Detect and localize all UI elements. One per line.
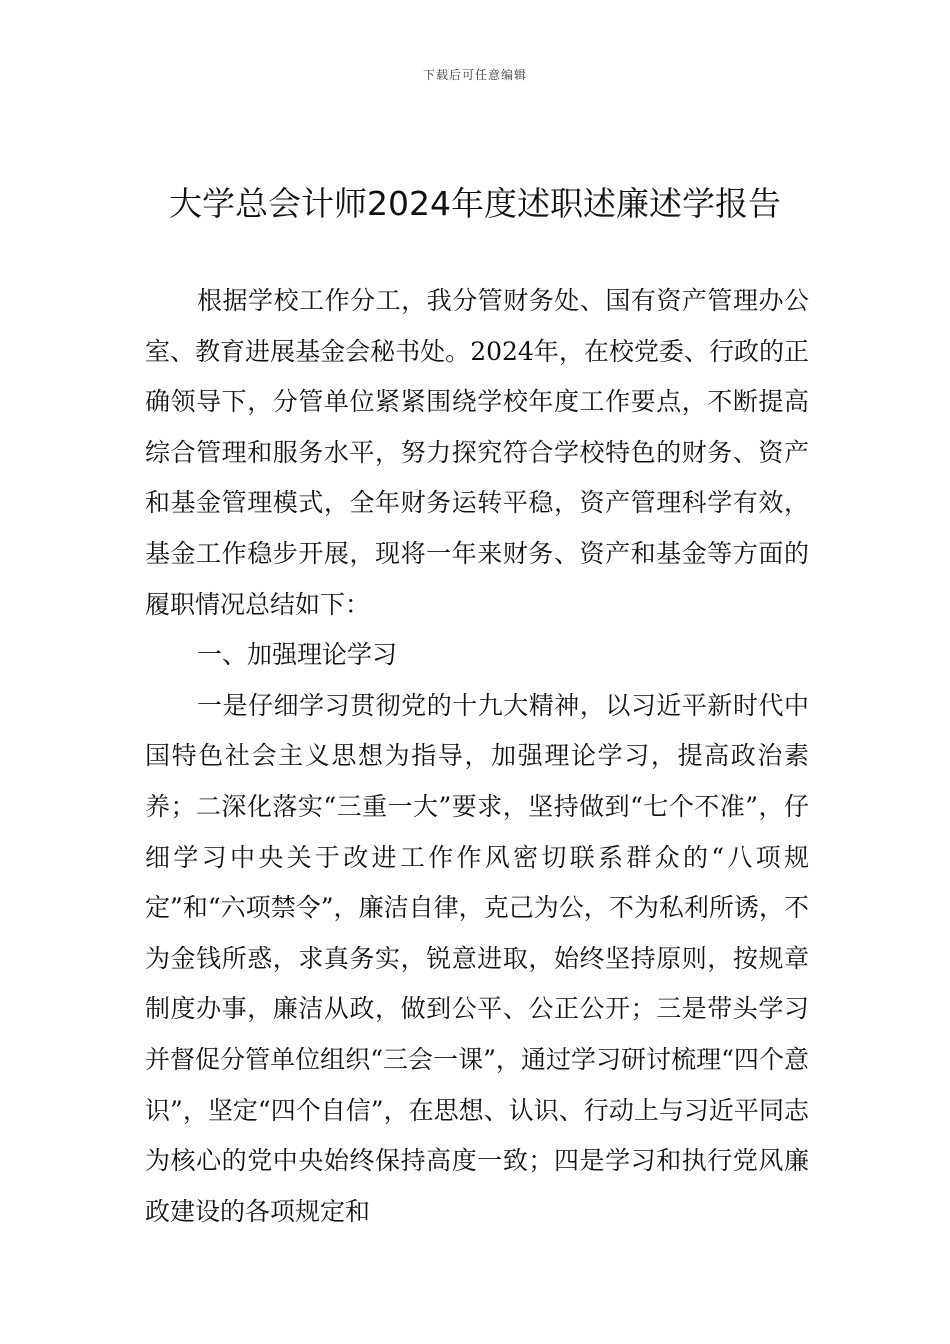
section-heading: 一、加强理论学习 (197, 640, 398, 670)
document-body (145, 276, 809, 1237)
document-title: 大学总会计师2024年度述职述廉述学报告 (169, 184, 781, 223)
header-note: 下载后可任意编辑 (422, 68, 527, 82)
paragraph-intro: 根据学校工作分工，我分管财务处、国有资产管理办公室、教育进展基金会秘书处。2024年，在校党委、行政的正确领导下，分管单位紧紧围绕学校年度工作要点，不断提高综合管理和服务水平，努力探究符合学校特色的财务、资产和基金管理模式，全年财务运转平稳，资产管理科学有效，基金工作稳步开展，现将一年来财务、资产和基金等方面的履职情况总结如下： (145, 286, 809, 619)
paragraph-theory-study: 一是仔细学习贯彻党的十九大精神，以习近平新时代中国特色社会主义思想为指导，加强理论学习，提高政治素养；二深化落实“三重一大”要求，坚持做到“七个不准”，仔细学习中央关于改进工作作风密切联系群众的“八项规定”和“六项禁令”，廉洁自律，克己为公，不为私利所诱，不为金钱所惑，求真务实，锐意进取，始终坚持原则，按规章制度办事，廉洁从政，做到公平、公正公开；三是带头学习并督促分管单位组织“三会一课”，通过学习研讨梳理“四个意识”，坚定“四个自信”，在思想、认识、行动上与习近平同志为核心的党中央始终保持高度一致；四是学习和执行党风廉政建设的各项规定和 (145, 690, 809, 1226)
